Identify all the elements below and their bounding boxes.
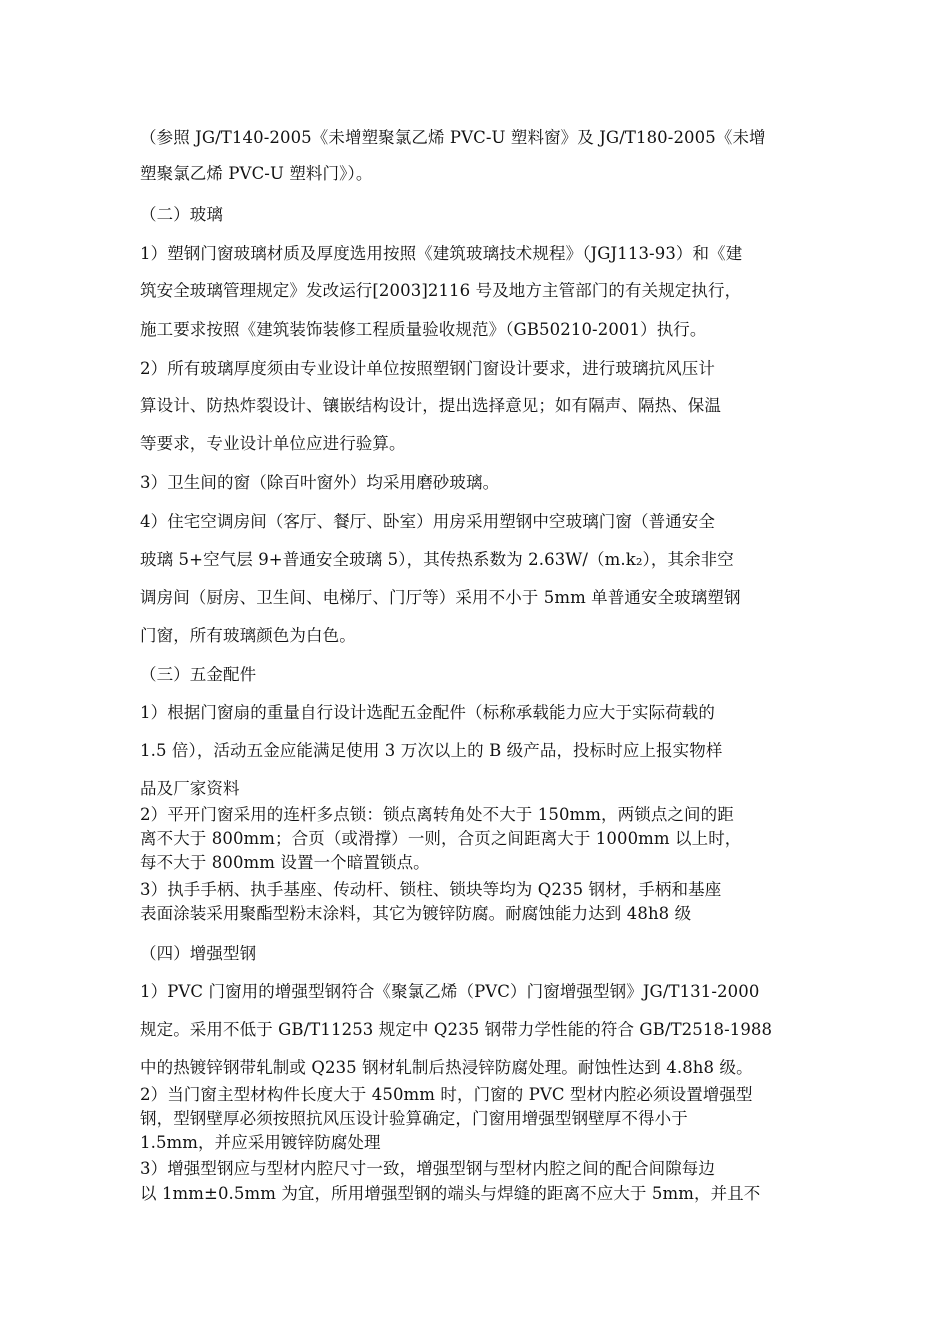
text-line: 4）住宅空调房间（客厅、餐厅、卧室）用房采用塑钢中空玻璃门窗（普通安全 xyxy=(140,512,715,531)
text-line: 表面涂装采用聚酯型粉末涂料，其它为镀锌防腐。耐腐蚀能力达到 48h8 级 xyxy=(140,904,692,923)
section-heading: （二）玻璃 xyxy=(140,205,223,224)
section-heading: （三）五金配件 xyxy=(140,665,257,684)
text-line: 1）根据门窗扇的重量自行设计选配五金配件（标称承载能力应大于实际荷载的 xyxy=(140,703,715,722)
text-line: 1）塑钢门窗玻璃材质及厚度选用按照《建筑玻璃技术规程》（JGJ113-93）和《建 xyxy=(140,244,743,263)
text-line: 离不大于 800mm；合页（或滑撑）一则，合页之间距离大于 1000mm 以上时， xyxy=(140,829,742,848)
text-line: 1.5 倍），活动五金应能满足使用 3 万次以上的 B 级产品，投标时应上报实物样 xyxy=(140,741,723,760)
text-line: 1.5mm，并应采用镀锌防腐处理 xyxy=(140,1133,381,1152)
text-line: 2）所有玻璃厚度须由专业设计单位按照塑钢门窗设计要求，进行玻璃抗风压计 xyxy=(140,359,715,378)
text-line: 门窗，所有玻璃颜色为白色。 xyxy=(140,626,356,645)
text-line: 施工要求按照《建筑装饰装修工程质量验收规范》（GB50210-2001）执行。 xyxy=(140,320,707,339)
text-line: 玻璃 5+空气层 9+普通安全玻璃 5），其传热系数为 2.63W/（m.k₂），其余非空 xyxy=(140,550,734,569)
text-line: 规定。采用不低于 GB/T11253 规定中 Q235 钢带力学性能的符合 GB/T2518-1988 xyxy=(140,1020,773,1039)
text-line: 3）执手手柄、执手基座、传动杆、锁柱、锁块等均为 Q235 钢材，手柄和基座 xyxy=(140,880,722,899)
text-line: 中的热镀锌钢带轧制或 Q235 钢材轧制后热浸锌防腐处理。耐蚀性达到 4.8h8 级。 xyxy=(140,1058,753,1077)
text-line: 等要求，专业设计单位应进行验算。 xyxy=(140,434,406,453)
text-line: 以 1mm±0.5mm 为宜，所用增强型钢的端头与焊缝的距离不应大于 5mm，并且不 xyxy=(140,1184,761,1203)
text-line: 每不大于 800mm 设置一个暗置锁点。 xyxy=(140,853,430,872)
text-line: 塑聚氯乙烯 PVC-U 塑料门》）。 xyxy=(140,164,373,183)
text-line: 3）卫生间的窗（除百叶窗外）均采用磨砂玻璃。 xyxy=(140,473,500,492)
text-line: 钢，型钢壁厚必须按照抗风压设计验算确定，门窗用增强型钢壁厚不得小于 xyxy=(140,1109,688,1128)
text-line: （参照 JG/T140-2005《未增塑聚氯乙烯 PVC-U 塑料窗》及 JG/T180-2005《未增 xyxy=(140,128,766,147)
text-line: 3）增强型钢应与型材内腔尺寸一致，增强型钢与型材内腔之间的配合间隙每边 xyxy=(140,1159,715,1178)
text-line: 筑安全玻璃管理规定》发改运行[2003]2116 号及地方主管部门的有关规定执行， xyxy=(140,281,742,300)
text-line: 算设计、防热炸裂设计、镶嵌结构设计，提出选择意见；如有隔声、隔热、保温 xyxy=(140,396,721,415)
section-heading: （四）增强型钢 xyxy=(140,944,257,963)
text-line: 调房间（厨房、卫生间、电梯厅、门厅等）采用不小于 5mm 单普通安全玻璃塑钢 xyxy=(140,588,741,607)
text-line: 2）平开门窗采用的连杆多点锁：锁点离转角处不大于 150mm，两锁点之间的距 xyxy=(140,805,734,824)
text-line: 1）PVC 门窗用的增强型钢符合《聚氯乙烯（PVC）门窗增强型钢》JG/T131-2000 xyxy=(140,982,760,1001)
text-line: 品及厂家资料 xyxy=(140,779,240,798)
text-line: 2）当门窗主型材构件长度大于 450mm 时，门窗的 PVC 型材内腔必须设置增强型 xyxy=(140,1085,753,1104)
